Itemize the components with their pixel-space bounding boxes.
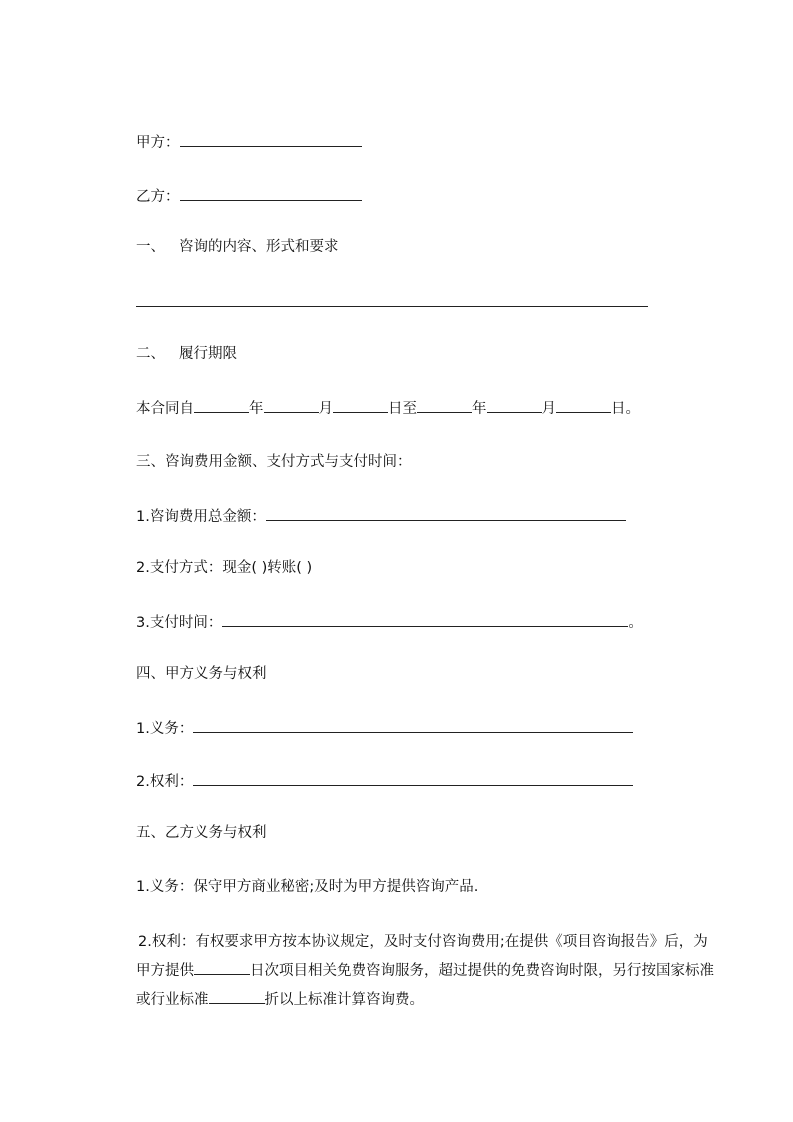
section-2-number: 二、 — [136, 346, 165, 362]
party-b-right-text-3: 折以上标准计算咨询费。 — [264, 992, 424, 1008]
term-text-end: 日。 — [611, 401, 640, 417]
party-a-duty-blank[interactable] — [193, 718, 633, 733]
section-3-heading: 三、咨询费用金额、支付方式与支付时间： — [136, 454, 412, 470]
start-year-blank[interactable] — [194, 398, 249, 413]
party-b-blank[interactable] — [180, 186, 362, 201]
payment-time-line — [136, 612, 643, 633]
section-1-title: 咨询的内容、形式和要求 — [179, 239, 339, 255]
end-month-blank[interactable] — [487, 398, 542, 413]
party-b-duty-line: 1.义务：保守甲方商业秘密;及时为甲方提供咨询产品. — [136, 879, 479, 895]
section-1-blank-line[interactable] — [136, 306, 648, 307]
payment-time-end: 。 — [628, 615, 643, 631]
section-4-heading: 四、甲方义务与权利 — [136, 666, 267, 682]
start-month-blank[interactable] — [264, 398, 319, 413]
party-b-right-text-2: 日次项目相关免费咨询服务，超过提供的免费咨询时限，另行按国家标准或行业标准 — [136, 963, 714, 1008]
end-day-blank[interactable] — [556, 398, 611, 413]
section-2-title: 履行期限 — [179, 346, 237, 362]
term-text-year-2: 年 — [472, 401, 487, 417]
term-text-month: 月 — [318, 401, 333, 417]
section-5-heading: 五、乙方义务与权利 — [136, 825, 267, 841]
section-1-number: 一、 — [136, 239, 165, 255]
party-a-duty-label: 1.义务： — [136, 721, 194, 737]
fee-amount-line — [136, 506, 626, 527]
fee-amount-blank[interactable] — [266, 506, 626, 521]
term-text-year: 年 — [249, 401, 264, 417]
fee-amount-label: 1.咨询费用总金额： — [136, 509, 266, 525]
term-text-start: 本合同自 — [136, 401, 194, 417]
discount-blank[interactable] — [209, 989, 265, 1004]
term-text-to: 日至 — [388, 401, 417, 417]
section-2-heading — [136, 344, 237, 364]
section-1-heading — [136, 237, 339, 257]
end-year-blank[interactable] — [417, 398, 472, 413]
term-text-month-2: 月 — [541, 401, 556, 417]
start-day-blank[interactable] — [333, 398, 388, 413]
payment-time-label: 3.支付时间： — [136, 615, 223, 631]
party-a-blank[interactable] — [180, 132, 362, 147]
payment-method-line: 2.支付方式：现金( )转账( ) — [136, 560, 313, 576]
party-b-line — [136, 186, 362, 207]
party-b-label: 乙方： — [136, 189, 180, 205]
payment-time-blank[interactable] — [222, 612, 628, 627]
party-a-label: 甲方： — [136, 135, 180, 151]
party-a-right-label: 2.权利： — [136, 774, 194, 790]
party-a-right-blank[interactable] — [193, 771, 633, 786]
free-consult-days-blank[interactable] — [194, 960, 250, 975]
party-b-right-text-1: 2.权利：有权要求甲方按本协议规定，及时支付咨询费用;在提供《项目咨询报告》后，为甲方提供 — [136, 934, 708, 979]
term-line — [136, 398, 640, 419]
party-b-right-paragraph — [136, 928, 718, 1015]
party-a-duty-line — [136, 718, 633, 739]
party-a-right-line — [136, 771, 633, 792]
party-a-line — [136, 132, 362, 153]
